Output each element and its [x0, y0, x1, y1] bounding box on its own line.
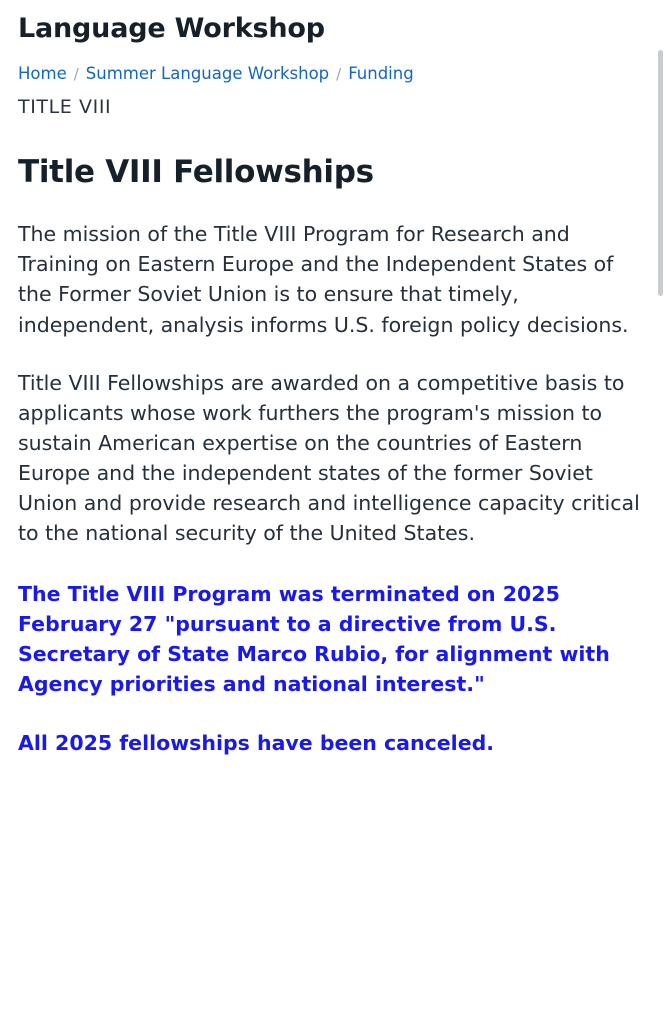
- alert-program-terminated: The Title VIII Program was terminated on 2025 February 27 "pursuant to a directive from U.S. Secretary of State Marco Rubio, for alignment with Agency priorities and national interest.": [18, 582, 610, 696]
- scrollbar-thumb[interactable]: [658, 50, 663, 296]
- breadcrumb-item-funding[interactable]: Funding: [348, 63, 414, 83]
- breadcrumb-separator: /: [73, 64, 79, 83]
- page-title: Title VIII Fellowships: [18, 154, 374, 190]
- breadcrumb-separator: /: [336, 64, 342, 83]
- site-title: Language Workshop: [18, 13, 325, 44]
- page-scrollbar[interactable]: [658, 12, 664, 1024]
- breadcrumb-item-home[interactable]: Home: [18, 63, 67, 83]
- breadcrumb: [18, 62, 646, 121]
- breadcrumb-item-summer-language-workshop[interactable]: Summer Language Workshop: [85, 63, 330, 83]
- paragraph-fellowships: Title VIII Fellowships are awarded on a competitive basis to applicants whose work furthers the program's mission to sustain American expertise on the countries of Eastern Europe and the independent states of the former Soviet Union and provide research and intelligence capacity critical to the national security of the United States.: [18, 370, 640, 546]
- page-container: [0, 12, 664, 1024]
- breadcrumb-current: TITLE VIII: [18, 95, 112, 118]
- alert-fellowships-canceled: All 2025 fellowships have been canceled.: [18, 731, 495, 756]
- paragraph-mission: The mission of the Title VIII Program for Research and Training on Eastern Europe and the Independent States of the Former Soviet Union is to ensure that timely, independent, analysis informs U.S. foreign policy decisions.: [18, 222, 629, 337]
